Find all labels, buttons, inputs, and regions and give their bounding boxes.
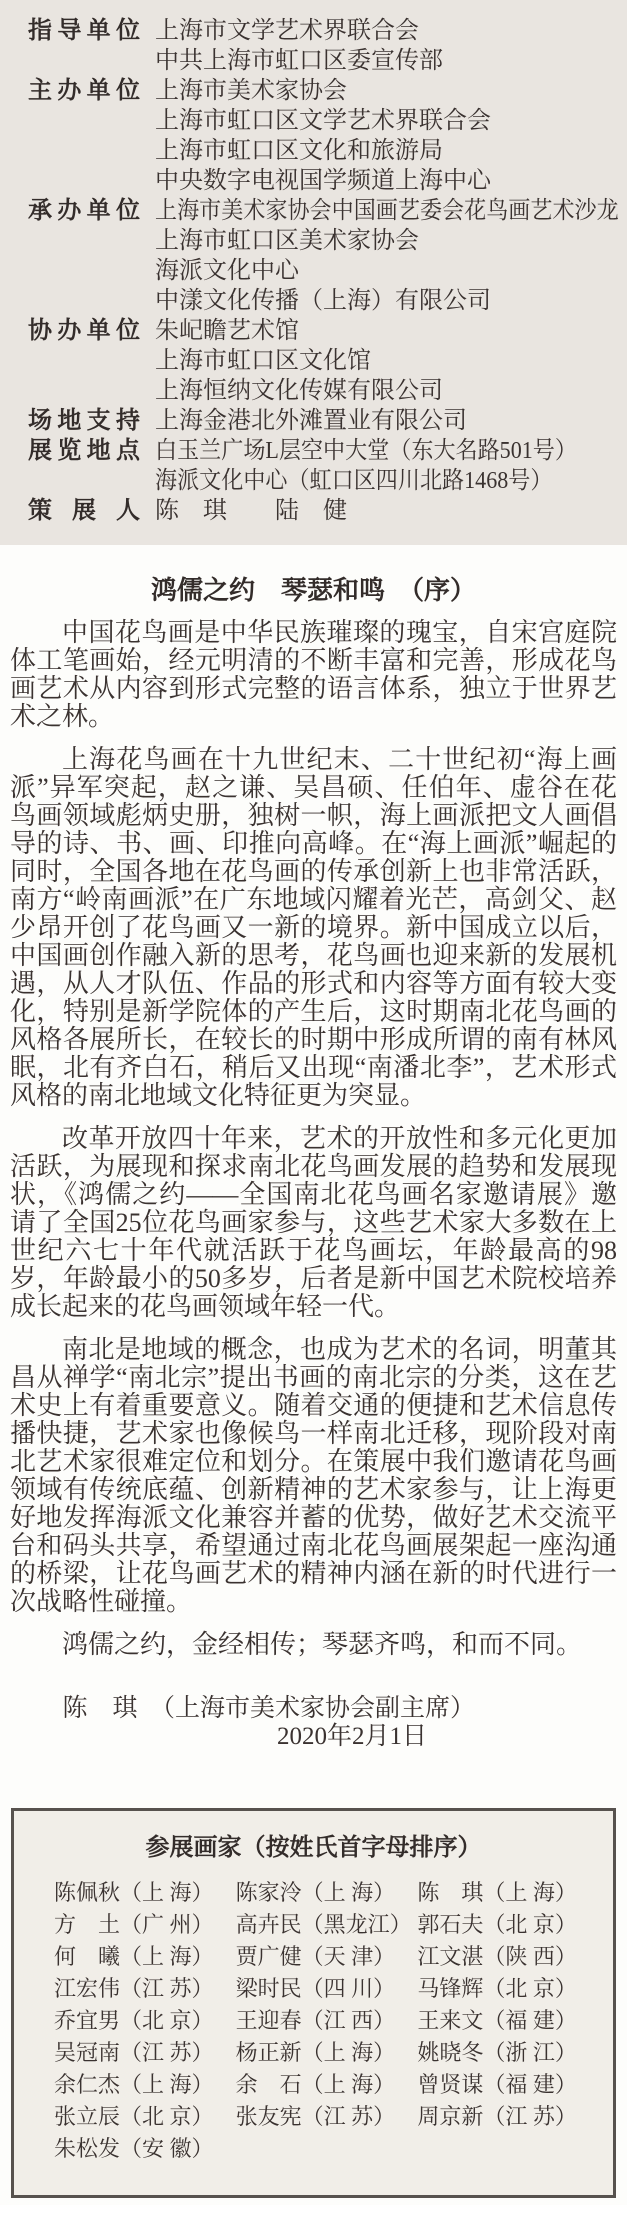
credit-values: [155, 196, 619, 316]
artist-item: 朱松发（安 徽）: [54, 2136, 214, 2161]
credit-value: 朱屺瞻艺术馆: [155, 318, 299, 344]
credit-value: 上海市虹口区文化馆: [155, 348, 371, 374]
preface-paragraph: 南北是地域的概念，也成为艺术的名词，明董其昌从禅学“南北宗”提出书画的南北宗的分类，这在艺术史上有着重要意义。随着交通的便捷和艺术信息传播快捷，艺术家也像候鸟一样南北迁移，现阶段对南北艺术家很难定位和划分。在策展中我们邀请花鸟画领域有传统底蕴、创新精神的艺术家参与，让上海更好地发挥海派文化兼容并蓄的优势，做好艺术交流平台和码头共享，希望通过南北花鸟画展架起一座沟通的桥梁，让花鸟画艺术的精神内涵在新的时代进行一次战略性碰撞。: [10, 1335, 617, 1616]
artist-item: 郭石夫（北 京）: [417, 1912, 577, 1937]
preface-paragraph: 上海花鸟画在十九世纪末、二十世纪初“海上画派”异军突起，赵之谦、吴昌硕、任伯年、虚谷在花鸟画领域彪炳史册，独树一帜，海上画派把文人画倡导的诗、书、画、印推向高峰。在“海上画派”崛起的同时，全国各地在花鸟画的传承创新上也非常活跃，南方“岭南画派”在广东地域闪耀着光芒，高剑父、赵少昂开创了花鸟画又一新的境界。新中国成立以后，中国画创作融入新的思考，花鸟画也迎来新的发展机遇，从人才队伍、作品的形式和内容等方面有较大变化，特别是新学院体的产生后，这时期南北花鸟画的风格各展所长，在较长的时期中形成所谓的南有林风眠，北有齐白石，稍后又出现“南潘北李”，艺术形式风格的南北地域文化特征更为突显。: [10, 745, 617, 1110]
artist-item: 贾广健（天 津）: [235, 1944, 396, 1969]
credit-value: 上海市虹口区文学艺术界联合会: [155, 108, 491, 134]
credit-values: [155, 76, 619, 196]
signature-line: 陈 琪 （上海市美术家协会副主席）: [62, 1695, 475, 1722]
credit-label: 承办单位: [28, 198, 140, 224]
credit-label: 主办单位: [28, 78, 140, 104]
credit-values: [155, 436, 619, 496]
artist-item: 王来文（福 建）: [417, 2008, 577, 2033]
preface-paragraph: 中国花鸟画是中华民族璀璨的瑰宝，自宋宫庭院体工笔画始，经元明清的不断丰富和完善，形成花鸟画艺术从内容到形式完整的语言体系，独立于世界艺术之林。: [10, 618, 617, 731]
preface-body: [10, 619, 617, 1659]
preface-paragraph: 鸿儒之约，金经相传；琴瑟齐鸣，和而不同。: [62, 1630, 583, 1659]
artist-item: 陈家泠（上 海）: [235, 1880, 396, 1905]
credit-label: 协办单位: [28, 318, 140, 344]
artist-item: 江文湛（陕 西）: [417, 1944, 577, 1969]
credit-value: 中共上海市虹口区委宣传部: [155, 48, 443, 74]
credit-value: 中央数字电视国学频道上海中心: [155, 168, 491, 194]
artist-item: 余仁杰（上 海）: [54, 2072, 214, 2097]
credit-value: 陈 琪 陆 健: [155, 498, 347, 524]
credit-row: [28, 406, 619, 436]
artist-item: 梁时民（四 川）: [235, 1976, 396, 2001]
participants-section: [0, 1751, 627, 2205]
artist-item: 余 石（上 海）: [235, 2072, 396, 2097]
credits-section: [0, 0, 627, 545]
artist-item: 曾贤谋（福 建）: [417, 2072, 577, 2097]
preface-paragraph: 改革开放四十年来，艺术的开放性和多元化更加活跃，为展现和探求南北花鸟画发展的趋势和发展现状，《鸿儒之约——全国南北花鸟画名家邀请展》邀请了全国25位花鸟画家参与，这些艺术家大多数在上世纪六七十年代就活跃于花鸟画坛，年龄最高的98岁，年龄最小的50多岁，后者是新中国艺术院校培养成长起来的花鸟画领域年轻一代。: [10, 1124, 617, 1321]
credit-value: 上海市虹口区美术家协会: [155, 228, 419, 254]
credit-label: 展览地点: [28, 438, 140, 464]
artist-item: 方 土（广 州）: [54, 1912, 214, 1937]
signature-block: [10, 1695, 617, 1751]
credit-value: 海派文化中心（虹口区四川北路1468号）: [155, 468, 553, 494]
credit-value: 上海市美术家协会: [155, 78, 347, 104]
credit-label: 指导单位: [28, 18, 140, 44]
artist-item: 姚晓冬（浙 江）: [417, 2040, 577, 2065]
artist-item: 江宏伟（江 苏）: [54, 1976, 214, 2001]
credit-row: [28, 496, 619, 526]
preface-section: [0, 545, 627, 1751]
artist-item: 陈 琪（上 海）: [417, 1880, 577, 1905]
credit-value: 上海市文学艺术界联合会: [155, 18, 419, 44]
artist-item: 张友宪（江 苏）: [235, 2104, 396, 2129]
artist-item: 周京新（江 苏）: [417, 2104, 577, 2129]
participants-title: 参展画家（按姓氏首字母排序）: [145, 1835, 482, 1861]
artist-item: 张立辰（北 京）: [54, 2104, 214, 2129]
credit-values: [155, 496, 619, 526]
credit-label: 策展人: [28, 498, 140, 524]
credit-value: 中漾文化传播（上海）有限公司: [155, 288, 491, 314]
credit-value: 上海市虹口区文化和旅游局: [155, 138, 443, 164]
participants-box: [11, 1808, 616, 2198]
artist-item: 陈佩秋（上 海）: [54, 1880, 214, 1905]
credit-label: 场地支持: [28, 408, 140, 434]
credit-values: [155, 316, 619, 406]
credit-row: [28, 196, 619, 316]
credit-value: 上海金港北外滩置业有限公司: [155, 408, 467, 434]
artist-item: 高卉民（黑龙江）: [235, 1912, 412, 1937]
artist-item: 吴冠南（江 苏）: [54, 2040, 214, 2065]
credits-list: [28, 16, 619, 526]
credit-row: [28, 16, 619, 76]
credit-value: 上海恒纳文化传媒有限公司: [155, 378, 443, 404]
credit-value: 上海市美术家协会中国画艺委会花鸟画艺术沙龙: [155, 198, 619, 224]
credit-value: 海派文化中心: [155, 258, 299, 284]
credit-value: 白玉兰广场L层空中大堂（东大名路501号）: [155, 438, 577, 464]
artist-item: 王迎春（江 西）: [235, 2008, 396, 2033]
credit-row: [28, 76, 619, 196]
artist-grid: [14, 1877, 613, 2165]
artist-item: 乔宜男（北 京）: [54, 2008, 214, 2033]
credit-values: [155, 406, 619, 436]
signature-date: 2020年2月1日: [276, 1723, 427, 1750]
artist-item: 何 曦（上 海）: [54, 1944, 214, 1969]
credit-row: [28, 316, 619, 406]
artist-item: 杨正新（上 海）: [235, 2040, 396, 2065]
credit-values: [155, 16, 619, 76]
preface-title: 鸿儒之约 琴瑟和鸣 （序）: [150, 576, 476, 605]
credit-row: [28, 436, 619, 496]
artist-item: 马锋辉（北 京）: [417, 1976, 577, 2001]
